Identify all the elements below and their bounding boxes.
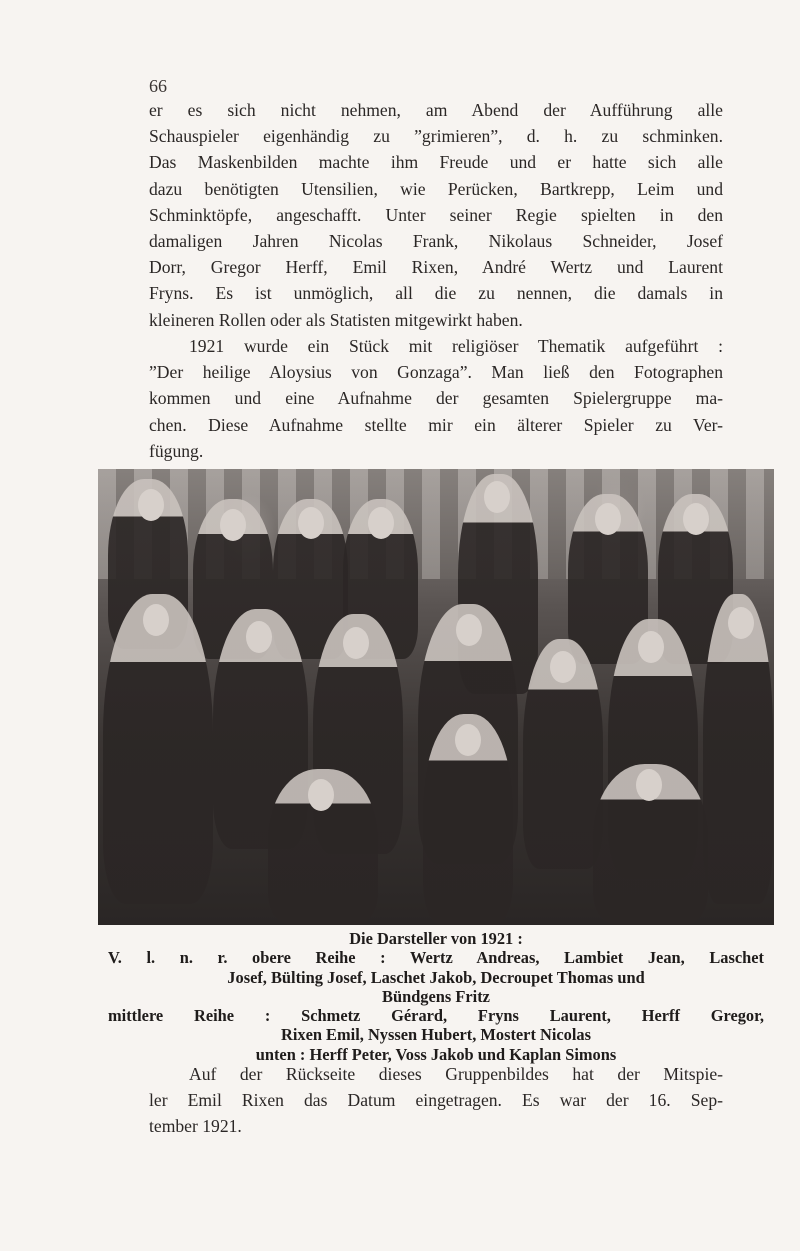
face: [298, 507, 324, 539]
text-line: ler Emil Rixen das Datum eingetragen. Es war der 16. Sep-: [149, 1090, 723, 1111]
group-photo: [98, 469, 774, 925]
face: [343, 627, 369, 659]
text-line: chen. Diese Aufnahme stellte mir ein älterer Spieler zu Ver-: [149, 414, 723, 435]
caption-line: mittlere Reihe : Schmetz Gérard, Fryns Laurent, Herff Gregor,: [108, 1006, 764, 1026]
caption-line: Josef, Bülting Josef, Laschet Jakob, Decroupet Thomas und: [227, 967, 645, 987]
face: [636, 769, 662, 801]
face: [220, 509, 246, 541]
face: [368, 507, 394, 539]
caption-line: V. l. n. r. obere Reihe : Wertz Andreas, Lambiet Jean, Laschet: [108, 948, 764, 968]
text-line: Schminktöpfe, angeschafft. Unter seiner Regie spielten in den: [149, 204, 723, 225]
figure-middle-1: [103, 594, 213, 904]
face: [246, 621, 272, 653]
text-line: Das Maskenbilden machte ihm Freude und er hatte sich alle: [149, 152, 723, 173]
face: [683, 503, 709, 535]
face: [456, 614, 482, 646]
face: [143, 604, 169, 636]
caption-line: Bündgens Fritz: [382, 986, 490, 1006]
face: [138, 489, 164, 521]
face: [550, 651, 576, 683]
face: [728, 607, 754, 639]
caption-line: Rixen Emil, Nyssen Hubert, Mostert Nicolas: [280, 1025, 592, 1045]
paragraph-1921-play: [149, 333, 723, 464]
figure-middle-7: [703, 594, 773, 904]
text-line: 1921 wurde ein Stück mit religiöser Thematik aufgeführt :: [189, 336, 723, 356]
text-line: tember 1921.: [149, 1116, 242, 1137]
text-line: Auf der Rückseite dieses Gruppenbildes hat der Mitspie-: [189, 1064, 723, 1084]
caption-title: Die Darsteller von 1921 :: [349, 929, 523, 948]
text-line: Dorr, Gregor Herff, Emil Rixen, André Wertz und Laurent: [149, 257, 723, 278]
text-line: damaligen Jahren Nicolas Frank, Nikolaus Schneider, Josef: [149, 231, 723, 252]
text-line: Schauspieler eigenhändig zu ”grimieren”, d. h. zu schminken.: [149, 126, 723, 147]
face: [308, 779, 334, 811]
text-line: kommen und eine Aufnahme der gesamten Spielergruppe ma-: [149, 388, 723, 409]
text-line: kleineren Rollen oder als Statisten mitgewirkt haben.: [149, 309, 523, 330]
text-line: ”Der heilige Aloysius von Gonzaga”. Man ließ den Fotographen: [149, 362, 723, 383]
caption-line: unten : Herff Peter, Voss Jakob und Kaplan Simons: [255, 1044, 617, 1064]
text-line: Fryns. Es ist unmöglich, all die zu nennen, die damals in: [149, 283, 723, 304]
paragraph-date: [149, 1061, 723, 1140]
face: [484, 481, 510, 513]
face: [455, 724, 481, 756]
text-line: fügung.: [149, 440, 204, 461]
text-line: er es sich nicht nehmen, am Abend der Aufführung alle: [149, 100, 723, 120]
face: [595, 503, 621, 535]
text-line: dazu benötigten Utensilien, wie Perücken, Bartkrepp, Leim und: [149, 178, 723, 199]
page-number: 66: [149, 76, 167, 96]
photo-caption: [100, 929, 772, 1064]
face: [638, 631, 664, 663]
paragraph-makeup: [149, 97, 723, 333]
